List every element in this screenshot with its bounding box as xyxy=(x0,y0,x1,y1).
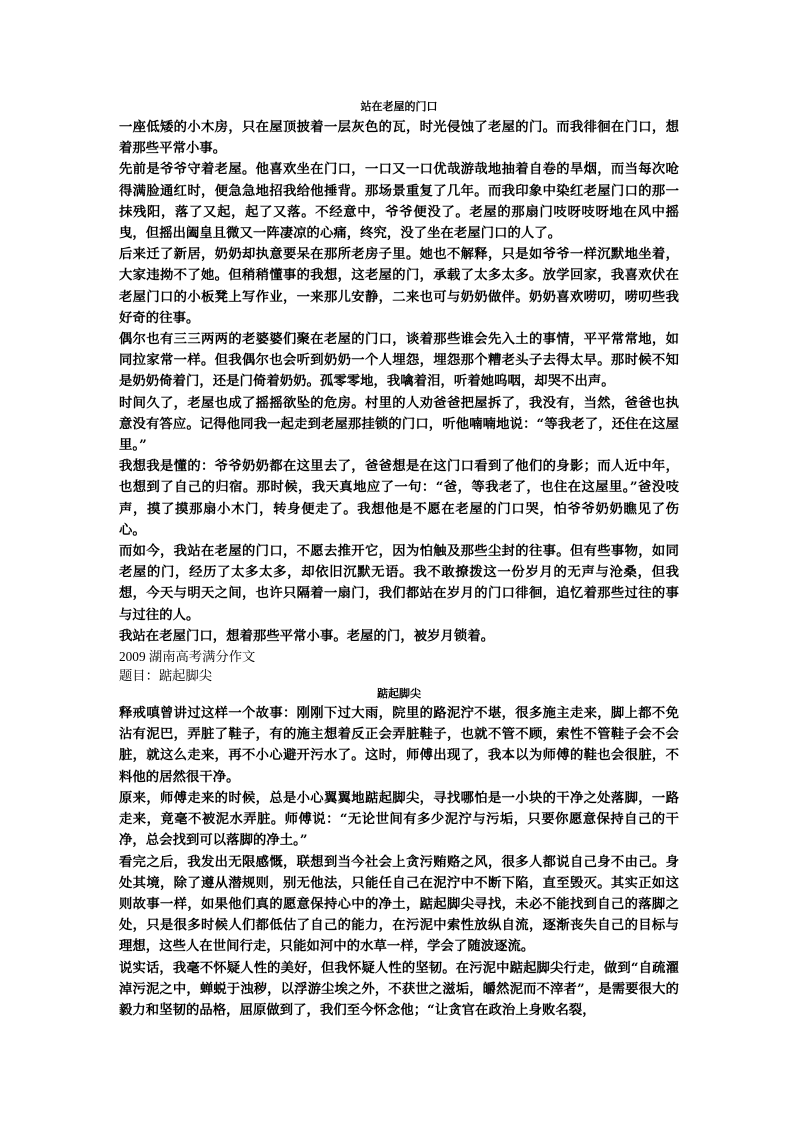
essay-title: 踮起脚尖 xyxy=(377,687,421,701)
paragraph: 我站在老屋门口，想着那些平常小事。老屋的门，被岁月锁着。 xyxy=(119,628,495,644)
paragraph: 时间久了，老屋也成了摇摇欲坠的危房。村里的人劝爸爸把屋拆了，我没有，当然，爸爸也执意没有答应。记得他同我一起走到老屋那挂锁的门口，听他喃喃地说：“等我老了，还住在这屋里。” xyxy=(119,395,679,454)
paragraph: 而如今，我站在老屋的门口，不愿去推开它，因为怕触及那些尘封的往事。但有些事物，如同老屋的门，经历了太多太多，却依旧沉默无语。我不敢撩拨这一份岁月的无声与沧桑，但我想，今天与明天之间，也许只隔着一扇门，我们都站在岁月的门口徘徊，追忆着那些过往的事与过往的人。 xyxy=(119,544,679,623)
paragraph: 后来迁了新居，奶奶却执意要呆在那所老房子里。她也不解释，只是如爷爷一样沉默地坐着，大家违拗不了她。但稍稍懂事的我想，这老屋的门，承载了太多太多。放学回家，我喜欢伏在老屋门口的小板凳上写作业，一来那儿安静，二来也可与奶奶做伴。奶奶喜欢唠叨，唠叨些我好奇的往事。 xyxy=(119,247,679,326)
paragraph: 我想我是懂的：爷爷奶奶都在这里去了，爸爸想是在这门口看到了他们的身影；而人近中年，也想到了自己的归宿。那时候，我天真地应了一句：“爸，等我老了，也住在这屋里。”爸没吱声，摸了摸那扇小木门，转身便走了。我想他是不愿在老屋的门口哭，怕爷爷奶奶瞧见了伤心。 xyxy=(119,459,679,538)
paragraph: 一座低矮的小木房，只在屋顶披着一层灰色的瓦，时光侵蚀了老屋的门。而我徘徊在门口，想着那些平常小事。 xyxy=(119,120,679,157)
paragraph: 释戒嗔曾讲过这样一个故事：刚刚下过大雨，院里的路泥泞不堪，很多施主走来，脚上都不免沾有泥巴，弄脏了鞋子，有的施主想着反正会弄脏鞋子，也就不管不顾，索性不管鞋子会不会脏，就这么走来，再不小心避开污水了。这时，师傅出现了，我本以为师傅的鞋也会很脏，不料他的居然很干净。 xyxy=(119,706,679,785)
document-body xyxy=(119,100,679,1021)
paragraph: 说实话，我毫不怀疑人性的美好，但我怀疑人性的坚韧。在污泥中踮起脚尖行走，做到“自疏濯淖污泥之中，蝉蜕于浊秽，以浮游尘埃之外，不获世之滋垢，皭然泥而不滓者”，是需要很大的毅力和坚韧的品格，屈原做到了，我们至今怀念他；“让贪官在政治上身败名裂， xyxy=(119,960,679,1018)
paragraph: 先前是爷爷守着老屋。他喜欢坐在门口，一口又一口优哉游哉地抽着自卷的旱烟，而当每次呛得满脸通红时，便急急地招我给他捶背。那场景重复了几年。而我印象中染红老屋门口的那一抹残阳，落了又起，起了又落。不经意中，爷爷便没了。老屋的那扇门吱呀吱呀地在风中摇曳，但摇出阖皇且微又一阵凄凉的心痛，终究，没了坐在老屋门口的人了。 xyxy=(119,162,679,242)
topic-heading: 题目：踮起脚尖 xyxy=(119,668,213,684)
section-heading: 2009 湖南高考满分作文 xyxy=(119,649,256,665)
essay-title: 站在老屋的门口 xyxy=(360,100,438,113)
paragraph: 原来，师傅走来的时候，总是小心翼翼地踮起脚尖，寻找哪怕是一小块的干净之处落脚，一路走来，竟毫不被泥水弄脏。师傅说：“无论世间有多少泥泞与污垢，只要你愿意保持自己的干净，总会找到可以落脚的净土。” xyxy=(119,790,679,849)
paragraph: 偶尔也有三三两两的老婆婆们聚在老屋的门口，谈着那些谁会先入土的事情，平平常常地，如同拉家常一样。但我偶尔也会听到奶奶一个人埋怨，埋怨那个糟老头子去得太早。那时候不知是奶奶倚着门，还是门倚着奶奶。孤零零地，我噙着泪，听着她呜咽，却哭不出声。 xyxy=(119,332,679,390)
paragraph: 看完之后，我发出无限感慨，联想到当今社会上贪污贿赂之风，很多人都说自己身不由己。身处其境，除了遵从潜规则，别无他法，只能任自己在泥泞中不断下陷，直至毁灭。其实正如这则故事一样，如果他们真的愿意保持心中的净土，踮起脚尖寻找，未必不能找到自己的落脚之处，只是很多时候人们都低估了自己的能力，在污泥中索性放纵自流，逐渐丧失自己的目标与理想，这些人在世间行走，只能如河中的水草一样，学会了随波逐流。 xyxy=(119,854,679,955)
